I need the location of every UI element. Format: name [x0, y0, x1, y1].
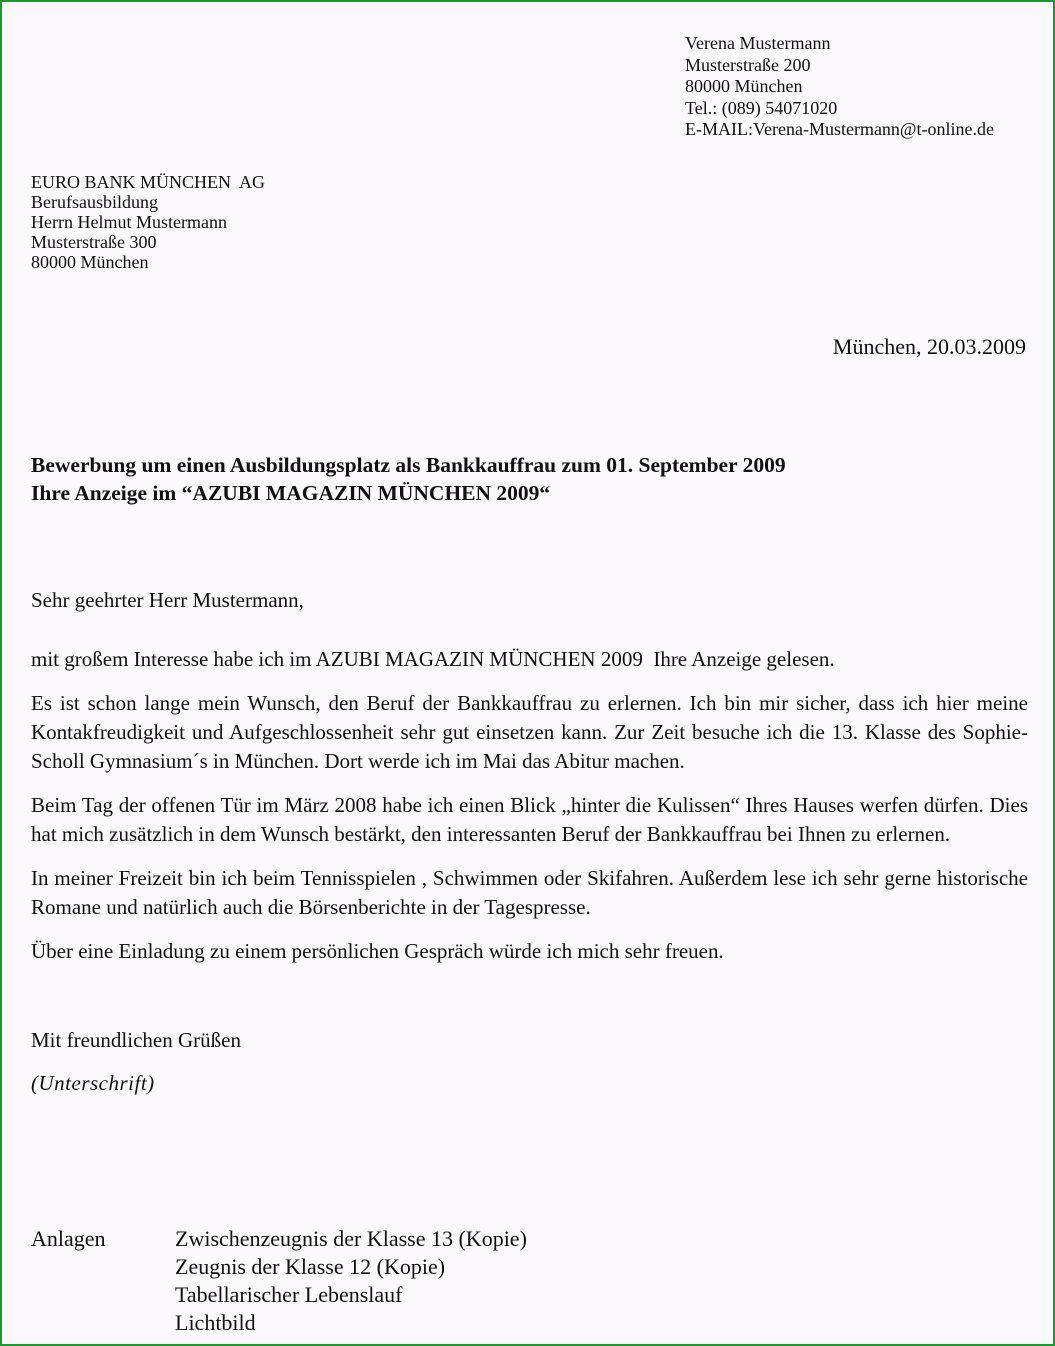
body-paragraph-3: Beim Tag der offenen Tür im März 2008 habe ich einen Blick „hinter die Kulissen“ Ihres Hauses werfen dürfen. Dies hat mich zusätzlich in dem Wunsch bestärkt, den interessanten Beruf der Bankkauffrau bei Ihnen zu erlernen. [31, 793, 1028, 846]
attachments-label: Anlagen [31, 1226, 106, 1251]
salutation: Sehr geehrter Herr Mustermann, [31, 588, 304, 612]
body-paragraph-2: Es ist schon lange mein Wunsch, den Beruf der Bankkauffrau zu erlernen. Ich bin mir sicher, dass ich hier meine Kontakfreudigkeit und Aufgeschlossenheit sehr gut einsetzen kann. Zur Zeit besuche ich die 13. Klasse des Sophie-Scholl Gymnasium´s in München. Dort werde ich im Mai das Abitur machen. [31, 691, 1028, 773]
recipient-person: Herrn Helmut Mustermann [31, 212, 227, 232]
body-paragraph-5: Über eine Einladung zu einem persönlichen Gespräch würde ich mich sehr freuen. [31, 939, 724, 963]
subject-block [31, 451, 786, 507]
recipient-address [31, 172, 265, 272]
body-paragraph-4: In meiner Freizeit bin ich beim Tennisspielen , Schwimmen oder Skifahren. Außerdem lese ich sehr gerne historische Romane und natürlich auch die Börsenberichte in der Tagespresse. [31, 866, 1028, 919]
subject-line-2: Ihre Anzeige im “AZUBI MAGAZIN MÜNCHEN 2009“ [31, 481, 551, 505]
attachments-list [175, 1225, 527, 1337]
recipient-department: Berufsausbildung [31, 192, 158, 212]
recipient-street: Musterstraße 300 [31, 232, 157, 252]
attachment-item: Zeugnis der Klasse 12 (Kopie) [175, 1254, 446, 1279]
sender-city: 80000 München [685, 76, 803, 96]
recipient-company: EURO BANK MÜNCHEN AG [31, 172, 266, 192]
body-paragraph-1: mit großem Interesse habe ich im AZUBI MAGAZIN MÜNCHEN 2009 Ihre Anzeige gelesen. [31, 647, 835, 671]
signature-placeholder: (Unterschrift) [31, 1071, 155, 1095]
closing: Mit freundlichen Grüßen [31, 1028, 241, 1052]
sender-address [685, 33, 994, 141]
sender-email: E-MAIL:Verena-Mustermann@t-online.de [685, 119, 994, 139]
letter-body [31, 645, 1028, 981]
recipient-city: 80000 München [31, 252, 149, 272]
sender-name: Verena Mustermann [685, 33, 831, 53]
attachment-item: Zwischenzeugnis der Klasse 13 (Kopie) [175, 1226, 527, 1251]
attachment-item: Lichtbild [175, 1310, 256, 1335]
sender-phone: Tel.: (089) 54071020 [685, 97, 838, 118]
subject-line-1: Bewerbung um einen Ausbildungsplatz als Bankkauffrau zum 01. September 2009 [31, 453, 786, 477]
letter-date: München, 20.03.2009 [832, 334, 1026, 359]
attachment-item: Tabellarischer Lebenslauf [175, 1282, 403, 1307]
sender-street: Musterstraße 200 [685, 54, 811, 75]
